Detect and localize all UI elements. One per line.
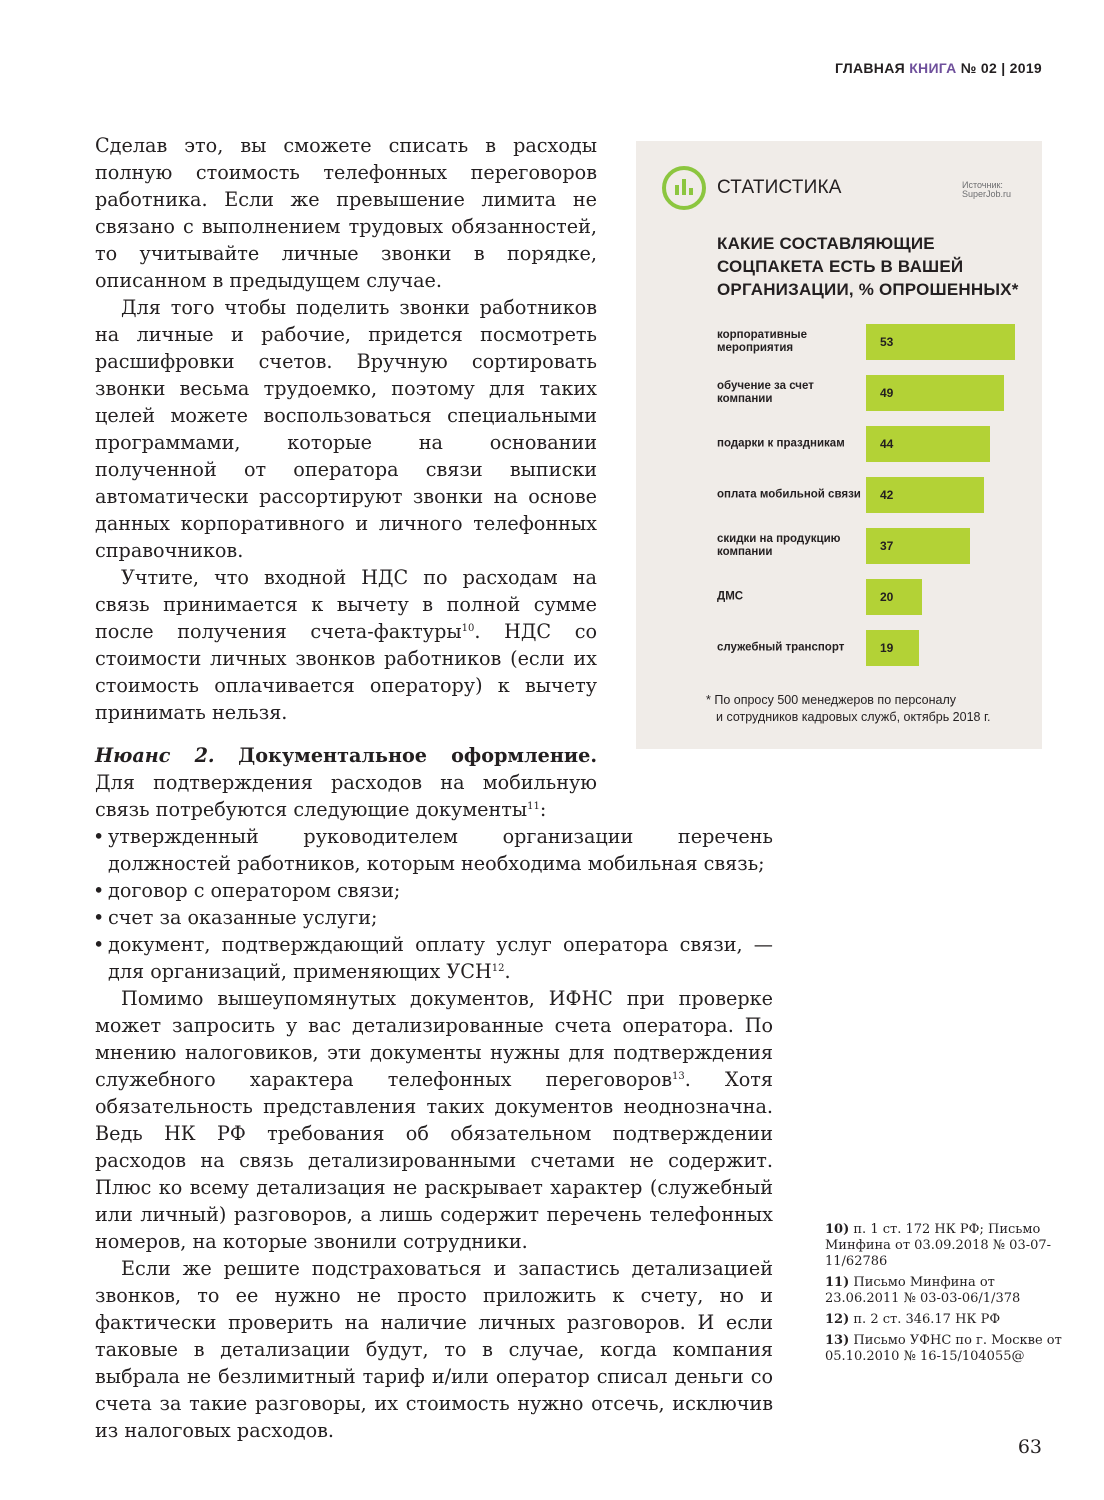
chart-category-label: обучение за счет компании	[717, 380, 814, 405]
brand-name-part1: ГЛАВНАЯ	[834, 60, 905, 76]
running-header	[835, 60, 1042, 76]
stats-footnote: * По опросу 500 менеджеров по персоналу и сотрудников кадровых служб, октябрь 2018 г.	[706, 693, 991, 724]
footnote-ref[interactable]: 13	[672, 1071, 685, 1082]
section-heading	[95, 742, 597, 769]
brand-name-part2: КНИГА	[909, 60, 957, 76]
footnote: 11) Письмо Минфина от 23.06.2011 № 03-03-06/1/378	[825, 1275, 1021, 1306]
footnote: 12) п. 2 ст. 346.17 НК РФ	[825, 1312, 1001, 1327]
paragraph: Для подтверждения расходов на мобильную связь потребуются следующие документы$^{11}$:	[95, 771, 597, 821]
issue-number: № 02 | 2019	[960, 60, 1042, 76]
list-item: • счет за оказанные услуги;	[95, 904, 773, 931]
chart-value-label: 20	[880, 590, 894, 604]
footnote-ref[interactable]: 11	[527, 801, 540, 812]
list-item: • утвержденный руководителем организации перечень должностей работников, которым необходима мобильная связь;	[95, 823, 773, 877]
document-list	[95, 823, 773, 985]
statistics-sidebar	[636, 141, 1042, 749]
chart-value-label: 49	[880, 386, 894, 400]
stats-source: Источник: SuperJob.ru	[962, 180, 1012, 199]
chart-category-label: скидки на продукцию компании	[717, 533, 841, 558]
footnote-ref[interactable]: 10	[461, 623, 475, 634]
chart-value-label: 42	[880, 488, 894, 502]
bar-chart-icon	[662, 166, 706, 210]
chart-category-label: оплата мобильной связи	[717, 488, 861, 501]
list-item: • договор с оператором связи;	[95, 877, 773, 904]
chart-category-label: ДМС	[717, 590, 744, 603]
chart-category-label: подарки к праздникам	[717, 437, 845, 450]
nuance-heading: Документальное оформление.	[238, 744, 597, 767]
paragraph: Для того чтобы поделить звонки работников на личные и рабочие, придется посмотреть расшифровки счетов. Вручную сортировать звонки весьма трудоемко, поэтому для таких целей можете воспользоваться специальными программами, которые на основании полученной от оператора связи выписки автоматически рассортируют звонки на основе данных корпоративного и личного телефонных справочников.	[95, 296, 597, 562]
paragraph: Помимо вышеупомянутых документов, ИФНС при проверке может запросить у вас детализированные счета оператора. По мнению налоговиков, эти документы нужны для подтверждения служебного характера телефонных переговоров$^{13}$. Хотя обязательность представления таких документов неоднозначна. Ведь НК РФ требования об обязательном подтверждении расходов на связь детализированными счетами не содержит. Плюс ко всему детализация не раскрывает характер (служебный или личный) разговоров, а лишь содержит перечень телефонных номеров, на которые звонили сотрудники.	[95, 987, 773, 1253]
chart-value-label: 53	[880, 335, 894, 349]
chart-category-label: корпоративные мероприятия	[717, 329, 807, 354]
footnote-ref[interactable]: 12	[491, 963, 505, 974]
chart-row	[636, 426, 1042, 462]
chart-value-label: 37	[880, 539, 894, 553]
footnotes	[825, 1222, 1065, 1370]
chart-row	[636, 375, 1042, 411]
chart-row	[636, 477, 1042, 513]
page-number: 63	[1017, 1436, 1042, 1458]
chart-value-label: 19	[880, 641, 894, 655]
chart-row	[636, 630, 1042, 666]
chart-value-label: 44	[880, 437, 894, 451]
chart-row	[636, 579, 1042, 615]
chart-row	[636, 528, 1042, 564]
footnote: 10) п. 1 ст. 172 НК РФ; Письмо Минфина от 03.09.2018 № 03-07-11/62786	[825, 1222, 1052, 1269]
nuance-label: Нюанс 2.	[95, 744, 215, 767]
list-item: • документ, подтверждающий оплату услуг оператора связи, — для организаций, применяющих УСН$^{12}$.	[95, 931, 773, 985]
chart-title: КАКИЕ СОСТАВЛЯЮЩИЕ СОЦПАКЕТА ЕСТЬ В ВАШЕЙ ОРГАНИЗАЦИИ, % ОПРОШЕННЫХ*	[717, 234, 1019, 299]
paragraph: Если же решите подстраховаться и запастись детализацией звонков, то ее нужно не просто приложить к счету, но и фактически проверить на наличие личных разговоров. И если таковые в детализации будут, то в случае, когда компания выбрала не безлимитный тариф и/или оператор списал деньги со счета за такие разговоры, их стоимость нужно отсечь, исключив из налоговых расходов.	[95, 1257, 773, 1442]
footnote: 13) Письмо УФНС по г. Москве от 05.10.2010 № 16-15/104055@	[825, 1333, 1062, 1364]
paragraph: Сделав это, вы сможете списать в расходы полную стоимость телефонных переговоров работника. Если же превышение лимита не связано с выполнением трудовых обязанностей, то учитывайте личные звонки в порядке, описанном в предыдущем случае.	[95, 134, 597, 292]
stats-label: СТАТИСТИКА	[717, 177, 842, 198]
chart-row	[636, 324, 1042, 360]
chart-bar	[866, 579, 922, 615]
paragraph: Учтите, что входной НДС по расходам на связь принимается к вычету в полной сумме после получения счета-фактуры$^{10}$. НДС со стоимости личных звонков работников (если их стоимость оплачивается оператору) к вычету принимать нельзя.	[95, 566, 598, 724]
chart-category-label: служебный транспорт	[717, 641, 845, 654]
